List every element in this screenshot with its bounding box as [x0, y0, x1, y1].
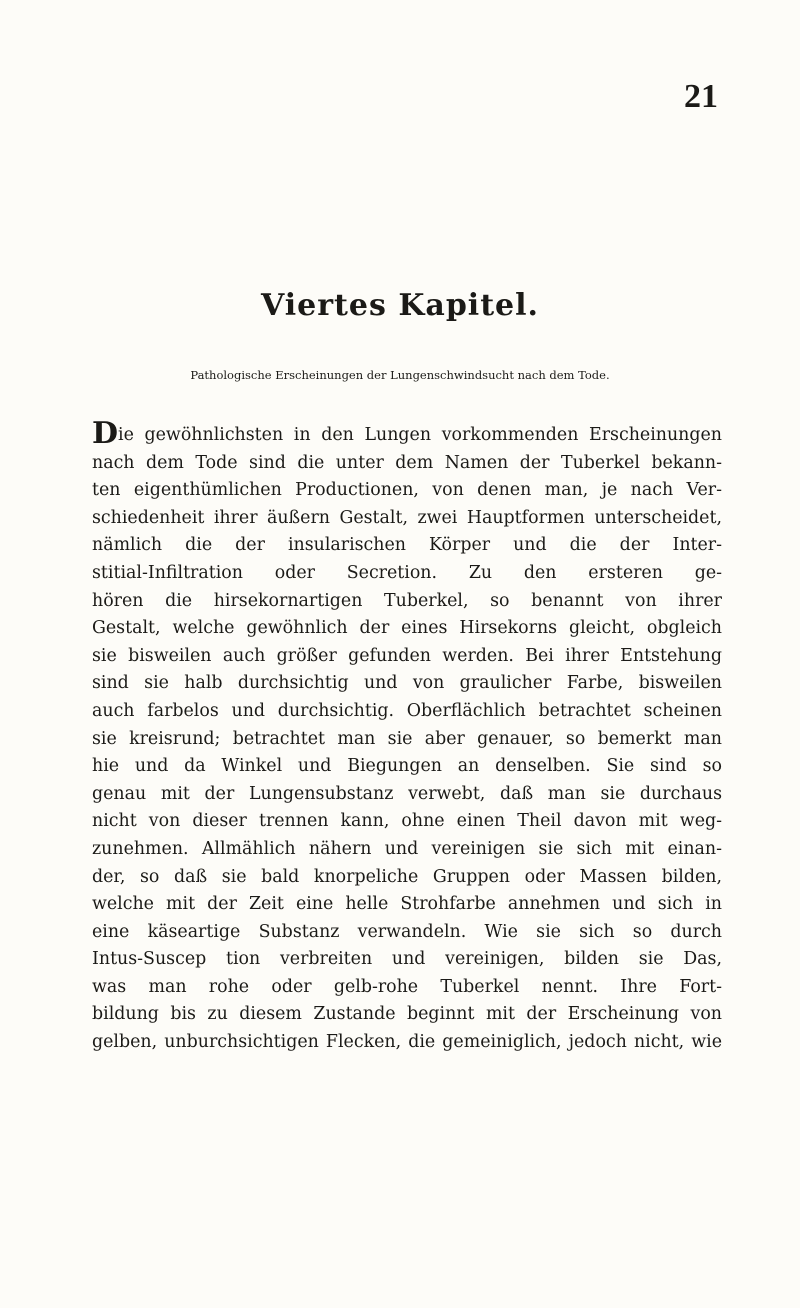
- text-line-content: schiedenheit ihrer äußern Gestalt, zwei Hauptformen unterscheidet,: [92, 507, 722, 528]
- text-line-content: auch farbelos und durchsichtig. Oberflächlich betrachtet scheinen: [92, 700, 722, 721]
- text-line-content: ie gewöhnlichsten in den Lungen vorkommenden Erscheinungen: [118, 425, 722, 445]
- text-line-content: sie kreisrund; betrachtet man sie aber genauer, so bemerkt man: [92, 728, 722, 749]
- text-line-content: Intus-Suscep tion verbreiten und vereinigen, bilden sie Das,: [92, 949, 722, 970]
- text-line: [92, 670, 722, 698]
- text-line-content: nach dem Tode sind die unter dem Namen der Tuberkel bekann-: [92, 452, 722, 473]
- text-line: [92, 946, 722, 974]
- text-line: [92, 615, 722, 643]
- text-line: [92, 560, 722, 588]
- body-text: [92, 420, 722, 1057]
- text-line: [92, 698, 722, 726]
- text-line: [92, 864, 722, 892]
- text-line-content: hie und da Winkel und Biegungen an denselben. Sie sind so: [92, 756, 722, 777]
- text-line: [92, 753, 722, 781]
- text-line-content: stitial-Infiltration oder Secretion. Zu den ersteren ge-: [92, 562, 722, 583]
- text-line-content: sie bisweilen auch größer gefunden werden. Bei ihrer Entstehung: [92, 645, 722, 666]
- text-line: [92, 974, 722, 1002]
- text-line-content: ten eigenthümlichen Productionen, von denen man, je nach Ver-: [92, 480, 722, 501]
- text-line-content: der, so daß sie bald knorpeliche Gruppen oder Massen bilden,: [92, 866, 722, 887]
- chapter-title: Viertes Kapitel.: [261, 288, 539, 323]
- text-line: [92, 588, 722, 616]
- text-line: [92, 1001, 722, 1029]
- text-line-content: was man rohe oder gelb-rohe Tuberkel nennt. Ihre Fort-: [92, 976, 722, 997]
- text-line-content: sind sie halb durchsichtig und von graulicher Farbe, bisweilen: [92, 673, 722, 694]
- text-line-content: zunehmen. Allmählich nähern und vereinigen sie sich mit einan-: [92, 838, 722, 859]
- text-line: [92, 919, 722, 947]
- text-line: [92, 643, 722, 671]
- text-line-content: bildung bis zu diesem Zustande beginnt mit der Erscheinung von: [92, 1004, 722, 1025]
- text-line-content: nämlich die der insularischen Körper und die der Inter-: [92, 535, 722, 556]
- text-line: [92, 836, 722, 864]
- text-line: [92, 450, 722, 478]
- text-line: [92, 420, 722, 450]
- text-line-content: eine käseartige Substanz verwandeln. Wie sie sich so durch: [92, 921, 722, 942]
- text-line: [92, 891, 722, 919]
- text-line-content: genau mit der Lungensubstanz verwebt, daß man sie durchaus: [92, 783, 722, 804]
- text-line: [92, 1029, 722, 1057]
- text-line-content: welche mit der Zeit eine helle Strohfarbe annehmen und sich in: [92, 894, 722, 915]
- text-line-content: hören die hirsekornartigen Tuberkel, so benannt von ihrer: [92, 590, 722, 611]
- text-line: [92, 505, 722, 533]
- text-line: [92, 808, 722, 836]
- drop-cap: D: [92, 420, 119, 450]
- text-line-content: nicht von dieser trennen kann, ohne einen Theil davon mit weg-: [92, 811, 722, 832]
- text-line: [92, 477, 722, 505]
- text-line-content: gelben, unburchsichtigen Flecken, die gemeiniglich, jedoch nicht, wie: [92, 1032, 722, 1053]
- text-line-content: Gestalt, welche gewöhnlich der eines Hirsekorns gleicht, obgleich: [92, 618, 722, 639]
- text-line: [92, 781, 722, 809]
- text-line: [92, 726, 722, 754]
- page-number: 21: [684, 78, 718, 115]
- chapter-subtitle: Pathologische Erscheinungen der Lungenschwindsucht nach dem Tode.: [190, 368, 610, 382]
- text-line: [92, 532, 722, 560]
